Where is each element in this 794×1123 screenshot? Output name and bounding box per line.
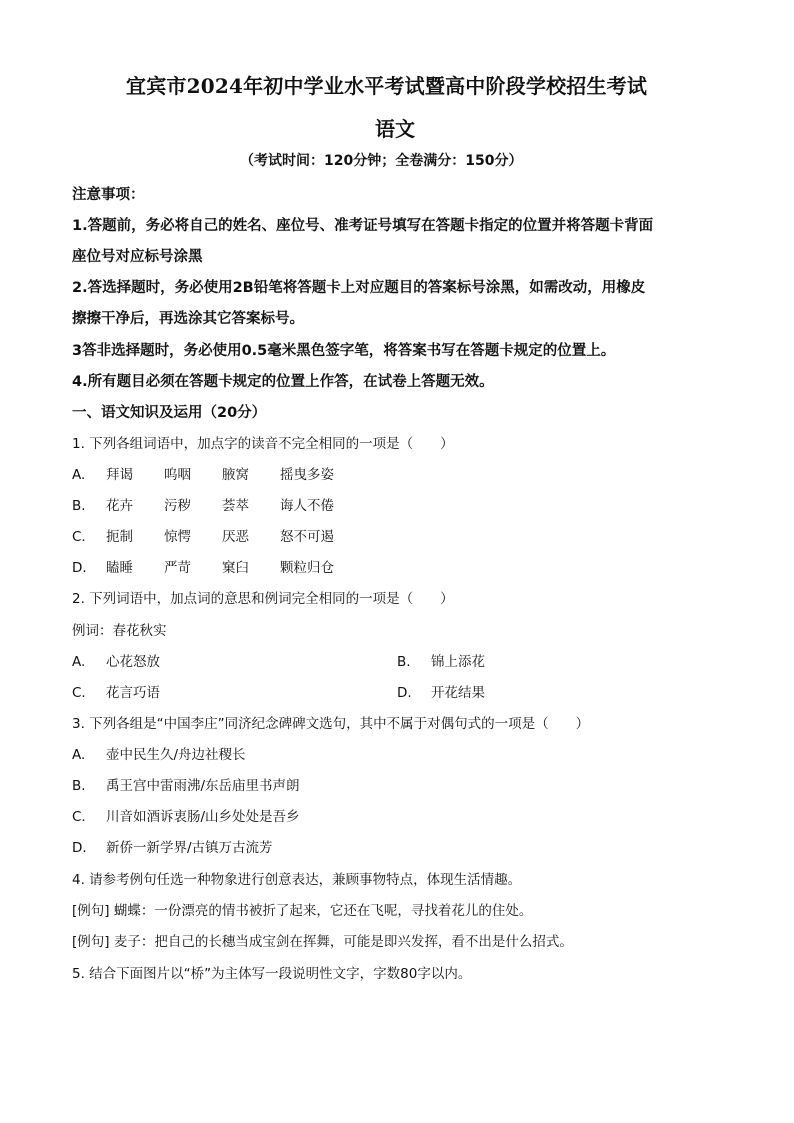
option-word: 厌恶 xyxy=(222,529,249,545)
notice-heading: 注意事项： xyxy=(72,187,145,203)
question-1-option-b xyxy=(72,494,334,514)
question-1-option-d xyxy=(72,556,334,576)
question-5-stem: 5. 结合下面图片以“桥”为主体写一段说明性文字，字数80字以内。 xyxy=(72,966,472,982)
option-text: 锦上添花 xyxy=(431,654,485,670)
option-label: C. xyxy=(72,685,86,701)
option-text: 心花怒放 xyxy=(106,654,160,670)
question-4-example-1: [例句] 蝴蝶：一份漂亮的情书被折了起来，它还在飞呢，寻找着花儿的住处。 xyxy=(72,903,533,919)
option-text: 花言巧语 xyxy=(106,685,160,701)
question-2-option-a xyxy=(72,650,160,670)
option-word: 窠臼 xyxy=(222,560,249,576)
question-2-stem: 2. 下列词语中，加点词的意思和例词完全相同的一项是（ ） xyxy=(72,591,454,607)
option-word: 呜咽 xyxy=(164,467,191,483)
question-1-option-a xyxy=(72,463,334,483)
option-word: 拜谒 xyxy=(106,467,133,483)
option-word: 惊愕 xyxy=(164,529,191,545)
exam-info: （考试时间：120分钟；全卷满分：150分） xyxy=(240,153,523,169)
option-word: 扼制 xyxy=(106,529,133,545)
question-2-option-b xyxy=(397,650,485,670)
option-label: D. xyxy=(72,560,87,576)
notice-item-1-line-2: 座位号对应标号涂黑 xyxy=(72,249,203,265)
option-word: 诲人不倦 xyxy=(280,498,334,514)
question-1-option-c xyxy=(72,525,334,545)
option-text: 川音如酒诉衷肠/山乡处处是吾乡 xyxy=(106,809,300,825)
option-word: 腋窝 xyxy=(222,467,249,483)
question-4-example-2: [例句] 麦子：把自己的长穗当成宝剑在挥舞，可能是即兴发挥，看不出是什么招式。 xyxy=(72,934,573,950)
option-text: 开花结果 xyxy=(431,685,485,701)
subject-title: 语文 xyxy=(375,117,415,141)
option-label: B. xyxy=(72,498,86,514)
notice-item-2-line-2: 擦擦干净后，再选涂其它答案标号。 xyxy=(72,311,304,327)
question-4-stem: 4. 请参考例句任选一种物象进行创意表达，兼顾事物特点，体现生活情趣。 xyxy=(72,872,522,888)
option-word: 污秽 xyxy=(164,498,191,514)
option-label: D. xyxy=(397,685,412,701)
question-2-example: 例词：春花秋实 xyxy=(72,623,167,639)
question-2-option-d xyxy=(397,681,485,701)
question-1-stem: 1. 下列各组词语中，加点字的读音不完全相同的一项是（ ） xyxy=(72,436,454,452)
question-3-option-b xyxy=(72,774,300,794)
option-text: 新侨一新学界/古镇万古流芳 xyxy=(106,840,273,856)
option-label: C. xyxy=(72,809,86,825)
option-label: A. xyxy=(72,467,86,483)
notice-item-1-line-1: 1.答题前，务必将自己的姓名、座位号、准考证号填写在答题卡指定的位置并将答题卡背面 xyxy=(72,218,654,234)
option-label: C. xyxy=(72,529,86,545)
option-label: B. xyxy=(397,654,411,670)
option-word: 瞌睡 xyxy=(106,560,133,576)
question-3-stem: 3. 下列各组是“中国李庄”同济纪念碑碑文选句，其中不属于对偶句式的一项是（ ） xyxy=(72,716,590,732)
question-2-option-c xyxy=(72,681,160,701)
option-word: 摇曳多姿 xyxy=(280,467,334,483)
option-text: 壶中民生久/舟边社稷长 xyxy=(106,747,246,763)
question-3-option-c xyxy=(72,805,300,825)
option-text: 禹王宫中雷雨沸/东岳庙里书声朗 xyxy=(106,778,300,794)
exam-title: 宜宾市2024年初中学业水平考试暨高中阶段学校招生考试 xyxy=(126,74,648,98)
option-word: 荟萃 xyxy=(222,498,249,514)
option-label: D. xyxy=(72,840,87,856)
question-3-option-d xyxy=(72,836,273,856)
option-label: B. xyxy=(72,778,86,794)
option-label: A. xyxy=(72,747,86,763)
notice-item-4: 4.所有题目必须在答题卡规定的位置上作答，在试卷上答题无效。 xyxy=(72,374,494,390)
option-word: 严苛 xyxy=(164,560,191,576)
option-word: 颗粒归仓 xyxy=(280,560,334,576)
notice-item-2-line-1: 2.答选择题时，务必使用2B铅笔将答题卡上对应题目的答案标号涂黑，如需改动，用橡皮 xyxy=(72,280,646,296)
question-3-option-a xyxy=(72,743,246,763)
option-word: 花卉 xyxy=(106,498,133,514)
option-label: A. xyxy=(72,654,86,670)
section-heading: 一、语文知识及运用（20分） xyxy=(72,405,267,421)
option-word: 怒不可遏 xyxy=(280,529,334,545)
notice-item-3: 3答非选择题时，务必使用0.5毫米黑色签字笔，将答案书写在答题卡规定的位置上。 xyxy=(72,343,616,359)
